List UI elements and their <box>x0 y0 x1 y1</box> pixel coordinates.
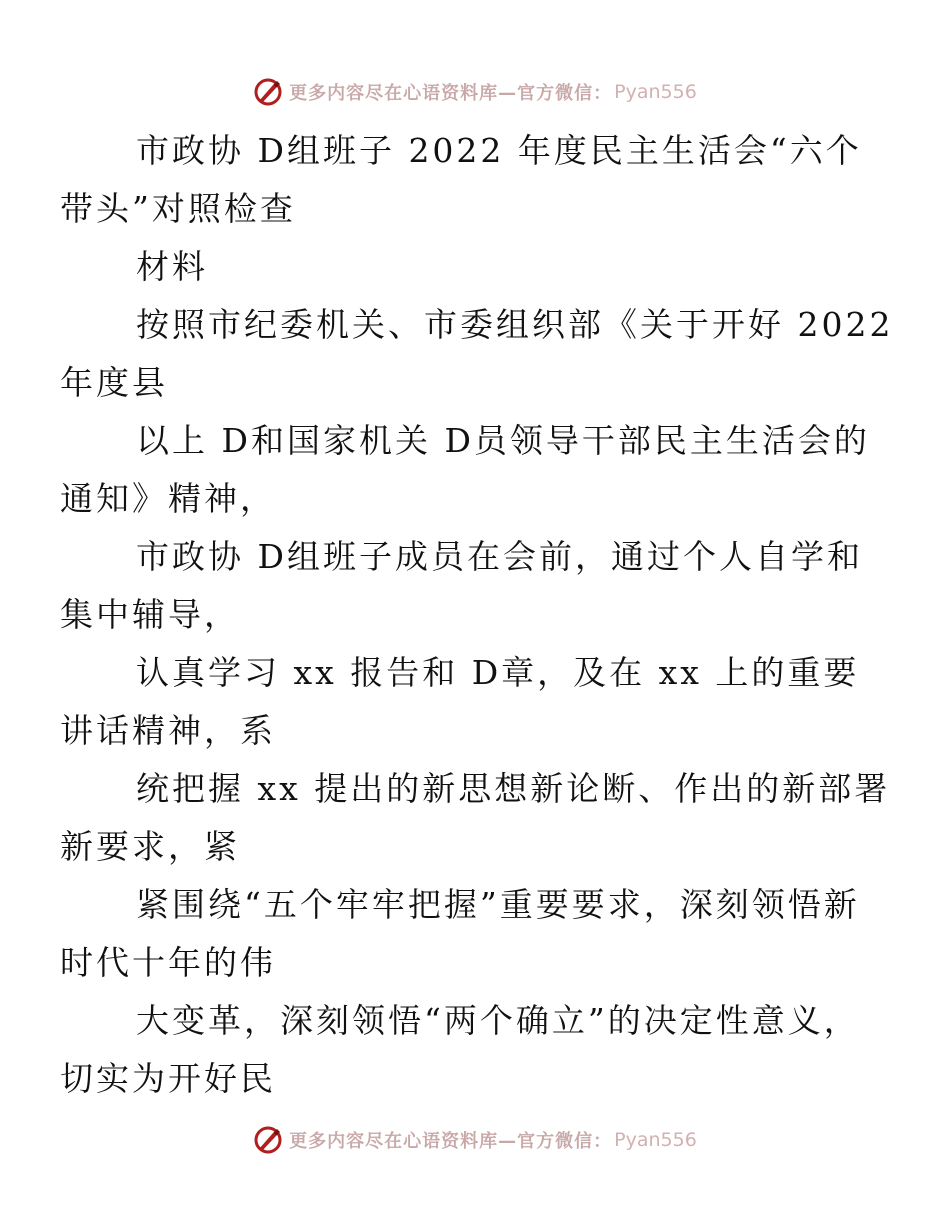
paragraph-line: 材料 <box>136 247 208 286</box>
paragraph-line: 市政协 D组班子成员在会前，通过个人自学和 <box>136 537 863 576</box>
paragraph-line: 紧围绕“五个牢牢把握”重要要求，深刻领悟新 <box>136 885 860 924</box>
pen-logo-icon <box>253 77 283 107</box>
paragraph-line: 市政协 D组班子 2022 年度民主生活会“六个 <box>136 131 862 170</box>
paragraph-line: 集中辅导， <box>60 595 240 634</box>
paragraph-line: 大变革，深刻领悟“两个确立”的决定性意义， <box>136 1001 860 1040</box>
banner-wechat-id: Pyan556 <box>614 1129 697 1151</box>
paragraph-line: 年度县 <box>60 363 168 402</box>
paragraph <box>98 238 858 296</box>
paragraph <box>60 412 870 528</box>
paragraph-line: 通知》精神， <box>60 479 276 518</box>
paragraph-line: 认真学习 xx 报告和 D章，及在 xx 上的重要 <box>136 653 860 692</box>
paragraph <box>60 760 891 876</box>
paragraph-line: 带头”对照检查 <box>60 189 296 228</box>
paragraph-line: 按照市纪委机关、市委组织部《关于开好 2022 <box>136 305 894 344</box>
paragraph <box>60 528 863 644</box>
paragraph <box>60 876 860 992</box>
header-watermark-banner <box>0 72 950 112</box>
banner-text: 更多内容尽在心语资料库—官方微信： <box>289 1131 613 1152</box>
paragraph <box>60 122 862 238</box>
paragraph <box>60 296 894 412</box>
paragraph-line: 新要求，紧 <box>60 827 240 866</box>
paragraph-line: 统把握 xx 提出的新思想新论断、作出的新部署 <box>136 769 891 808</box>
paragraph-line: 时代十年的伟 <box>60 943 276 982</box>
pen-logo-icon <box>253 1125 283 1155</box>
paragraph <box>60 644 860 760</box>
document-body <box>60 122 894 1108</box>
paragraph-line: 讲话精神，系 <box>60 711 276 750</box>
paragraph <box>60 992 860 1108</box>
banner-wechat-id: Pyan556 <box>614 81 697 103</box>
paragraph-line: 以上 D和国家机关 D员领导干部民主生活会的 <box>136 421 870 460</box>
paragraph-line: 切实为开好民 <box>60 1059 276 1098</box>
footer-watermark-banner <box>0 1120 950 1160</box>
banner-text: 更多内容尽在心语资料库—官方微信： <box>289 83 613 104</box>
